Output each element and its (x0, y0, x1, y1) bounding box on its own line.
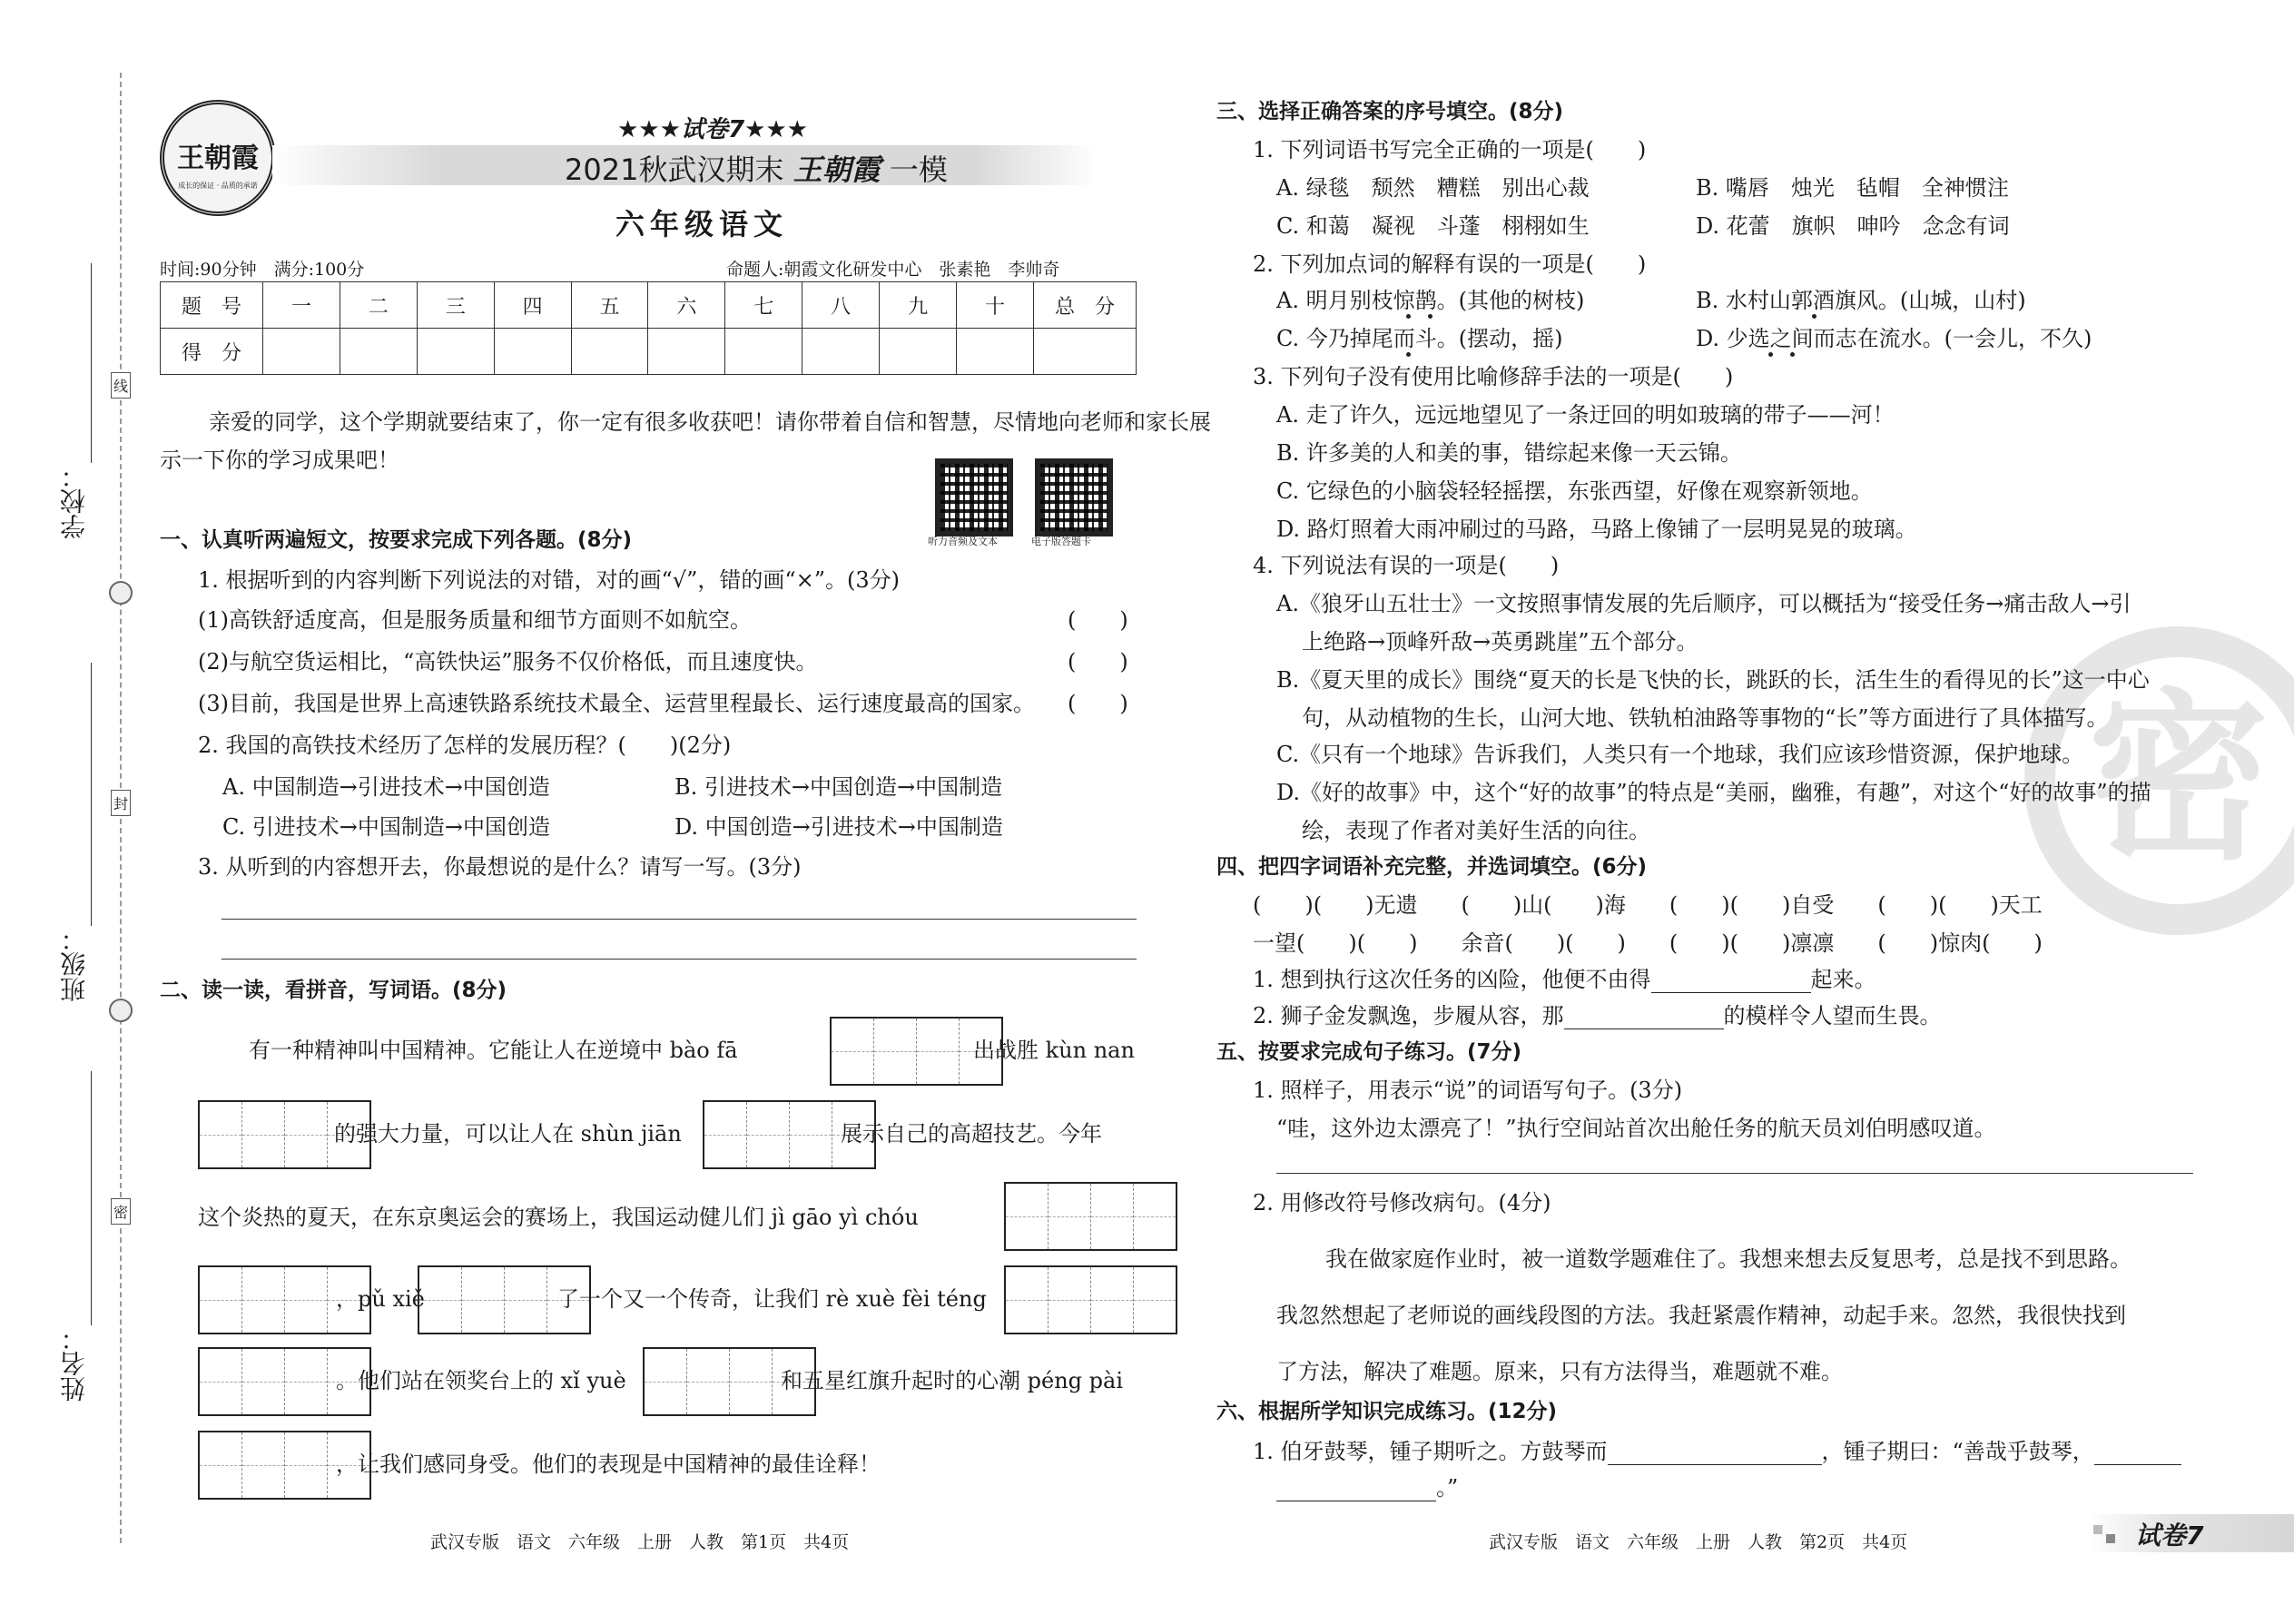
name-line (91, 1071, 92, 1325)
intro-line-1: 亲爱的同学，这个学期就要结束了，你一定有很多收获吧！请你带着自信和智慧，尽情地向老师和家长展 (209, 409, 1211, 435)
s3-q3c: C. 它绿色的小脑袋轻轻摇摆，东张西望，好像在观察新领地。 (1276, 478, 1873, 504)
fill-blank[interactable] (1651, 972, 1811, 993)
s3-q4b2: 句，从动植物的生长，山河大地、铁轨柏油路等事物的“长”等方面进行了具体描写。 (1302, 705, 2109, 731)
score-cell[interactable] (880, 329, 957, 375)
score-cell[interactable] (571, 329, 648, 375)
score-cell[interactable] (802, 329, 880, 375)
score-cell[interactable] (648, 329, 725, 375)
s3-q3: 3. 下列句子没有使用比喻修辞手法的一项是( ) (1253, 364, 1734, 389)
score-header: 八 (802, 282, 880, 329)
authors: 命题人:朝霞文化研发中心 张素艳 李帅奇 (726, 260, 1060, 280)
qr-code-audio[interactable] (935, 458, 1013, 536)
emphasis-dot (1812, 314, 1816, 319)
s5-q1-example: “哇，这外边太漂亮了！”执行空间站首次出舱任务的航天员刘伯明感叹道。 (1276, 1116, 1996, 1141)
score-header: 一 (263, 282, 340, 329)
section2-title: 二、读一读，看拼音，写词语。(8分) (160, 979, 507, 1002)
score-cell[interactable] (340, 329, 417, 375)
score-header: 九 (880, 282, 957, 329)
answer-line[interactable] (1276, 1173, 2193, 1174)
s3-q1: 1. 下列词语书写完全正确的一项是( ) (1253, 137, 1647, 162)
score-cell[interactable] (417, 329, 494, 375)
word-grid[interactable] (1004, 1182, 1177, 1251)
s1-q2: 2. 我国的高铁技术经历了怎样的发展历程？( )(2分) (198, 733, 732, 758)
fill-blank[interactable] (1564, 1009, 1724, 1029)
exam-tag: ★★★试卷7★★★ (617, 116, 808, 143)
s2-line4a: ，pǔ xiě (336, 1286, 425, 1312)
s3-q4: 4. 下列说法有误的一项是( ) (1253, 553, 1560, 578)
corner-square (2106, 1534, 2115, 1543)
s2-line6a: ，让我们感同身受。他们的表现是中国精神的最佳诠释！ (336, 1452, 881, 1477)
s2-line1a: 有一种精神叫中国精神。它能让人在逆境中 bào fā (249, 1038, 738, 1063)
corner-square (2093, 1525, 2102, 1534)
s6-q1-cont: 。” (1276, 1474, 1458, 1501)
s1-q3: 3. 从听到的内容想开去，你最想说的是什么？请写一写。(3分) (198, 854, 802, 880)
brand-logo: 王朝霞 成长的保证 · 品质的承诺 (160, 100, 276, 216)
s2-line4b: 了一个又一个传奇，让我们 rè xuè fèi téng (557, 1286, 987, 1312)
score-cell[interactable] (494, 329, 571, 375)
s3-q4d1: D.《好的故事》中，这个“好的故事”的特点是“美丽，幽雅，有趣”，对这个“好的故事”的描 (1276, 780, 2151, 805)
school-label: 学校： (59, 463, 89, 539)
score-cell[interactable] (263, 329, 340, 375)
footer-left: 武汉专版 语文 六年级 上册 人教 第1页 共4页 (430, 1532, 850, 1552)
s3-q1d: D. 花蕾 旗帜 呻吟 念念有词 (1696, 213, 2010, 239)
class-line (91, 663, 92, 926)
s2-line3a: 这个炎热的夏天，在东京奥运会的赛场上，我国运动健儿们 jì gāo yì chóu (198, 1205, 919, 1230)
section5-title: 五、按要求完成句子练习。(7分) (1216, 1040, 1522, 1064)
score-table (160, 281, 1137, 375)
s3-q3a: A. 走了许久，远远地望见了一条迂回的明如玻璃的带子——河！ (1276, 402, 1895, 428)
corner-tag: 试卷7 (2135, 1521, 2204, 1550)
page-title: 2021秋武汉期末 王朝霞 一模 (565, 153, 948, 187)
s4-row2[interactable]: 一望( )( ) 余音( )( ) ( )( )凛凛 ( )惊肉( ) (1253, 930, 2043, 956)
s3-q2d: D. 少选之间而志在流水。(一会儿，不久) (1696, 326, 2092, 351)
s6-q1: 1. 伯牙鼓琴，锺子期听之。方鼓琴而 ，锺子期曰：“善哉乎鼓琴， (1253, 1438, 2181, 1465)
s3-q4a1: A.《狼牙山五壮士》一文按照事情发展的先后顺序，可以概括为“接受任务→痛击敌人→引 (1276, 591, 2132, 616)
score-header: 题 号 (161, 282, 263, 329)
fill-blank[interactable] (1276, 1481, 1436, 1501)
intro-line-2: 示一下你的学习成果吧！ (160, 448, 399, 473)
s3-q4d2: 绘，表现了作者对美好生活的向往。 (1302, 818, 1650, 843)
answer-paren[interactable]: ( ) (1068, 691, 1128, 716)
score-header: 总 分 (1034, 282, 1137, 329)
s3-q3b: B. 许多美的人和美的事，错综起来像一天云锦。 (1276, 440, 1742, 466)
score-header: 四 (494, 282, 571, 329)
s2-line2b: 展示自己的高超技艺。今年 (841, 1121, 1102, 1147)
s4-q2: 2. 狮子金发飘逸，步履从容，那 的模样令人望而生畏。 (1253, 1003, 1942, 1029)
s3-q4a2: 上绝路→顶峰歼敌→英勇跳崖”五个部分。 (1302, 629, 1698, 655)
fill-blank[interactable] (1608, 1444, 1822, 1465)
s1-q2c: C. 引进技术→中国制造→中国创造 (222, 814, 550, 840)
section3-title: 三、选择正确答案的序号填空。(8分) (1216, 100, 1564, 123)
answer-line[interactable] (222, 919, 1137, 920)
seal-mark-mi: 密 (111, 1198, 131, 1225)
hole-icon (109, 999, 133, 1022)
s3-q3d: D. 路灯照着大雨冲刷过的马路，马路上像铺了一层明晃晃的玻璃。 (1276, 517, 1917, 542)
s5-para-3[interactable]: 了方法，解决了难题。原来，只有方法得当，难题就不难。 (1276, 1359, 1843, 1384)
score-header: 十 (957, 282, 1034, 329)
s2-line5b: 和五星红旗升起时的心潮 péng pài (781, 1368, 1123, 1393)
subject-title: 六年级语文 (615, 207, 789, 241)
score-header: 六 (648, 282, 725, 329)
s2-line1b: 出战胜 kùn nan (973, 1038, 1135, 1063)
fill-blank[interactable] (2094, 1444, 2181, 1465)
s5-q1: 1. 照样子，用表示“说”的词语写句子。(3分) (1253, 1078, 1683, 1103)
emphasis-dot (1406, 314, 1411, 319)
qr-code-answer-sheet[interactable] (1035, 458, 1113, 536)
score-cell[interactable] (725, 329, 802, 375)
time-info: 时间:90分钟 满分:100分 (160, 260, 365, 280)
s3-q2b: B. 水村山郭酒旗风。(山城，山村) (1696, 288, 2026, 313)
seal-mark-xian: 线 (111, 372, 131, 399)
qr1-caption: 听力音频及文本 (928, 536, 998, 547)
s5-q2: 2. 用修改符号修改病句。(4分) (1253, 1190, 1551, 1216)
s1-q2b: B. 引进技术→中国创造→中国制造 (674, 774, 1003, 800)
footer-right: 武汉专版 语文 六年级 上册 人教 第2页 共4页 (1489, 1532, 1908, 1552)
answer-paren[interactable]: ( ) (1068, 649, 1128, 674)
s2-line5a: 。他们站在领奖台上的 xǐ yuè (336, 1368, 626, 1393)
s5-para-1[interactable]: 我在做家庭作业时，被一道数学题难住了。我想来想去反复思考，总是找不到思路。 (1325, 1246, 2132, 1272)
s1-q1b: (2)与航空货运相比，“高铁快运”服务不仅价格低，而且速度快。 (198, 649, 818, 674)
s1-q1a: (1)高铁舒适度高，但是服务质量和细节方面则不如航空。 (198, 607, 752, 633)
qr2-caption: 电子版答题卡 (1031, 536, 1091, 547)
score-header: 五 (571, 282, 648, 329)
s3-q2a: A. 明月别枝惊鹊。(其他的树枝) (1276, 288, 1585, 313)
s1-q2a: A. 中国制造→引进技术→中国创造 (222, 774, 550, 800)
name-label: 姓名： (59, 1325, 89, 1402)
score-header: 七 (725, 282, 802, 329)
answer-paren[interactable]: ( ) (1068, 607, 1128, 633)
s2-line2a: 的强大力量，可以让人在 shùn jiān (334, 1121, 682, 1147)
s3-q4c: C.《只有一个地球》告诉我们，人类只有一个地球，我们应该珍惜资源，保护地球。 (1276, 742, 2084, 767)
score-cell[interactable] (957, 329, 1034, 375)
class-label: 班级： (59, 926, 89, 1002)
s3-q1b: B. 嘴唇 烛光 毡帽 全神惯注 (1696, 175, 2009, 201)
s3-q2c: C. 今乃掉尾而斗。(摆动，摇) (1276, 326, 1563, 351)
s1-q1: 1. 根据听到的内容判断下列说法的对错，对的画“√”，错的画“×”。(3分) (198, 567, 901, 593)
score-row-label: 得 分 (161, 329, 263, 375)
section1-title: 一、认真听两遍短文，按要求完成下列各题。(8分) (160, 528, 633, 552)
school-line (91, 263, 92, 463)
s3-q4b1: B.《夏天里的成长》围绕“夏天的长是飞快的长，跳跃的长，活生生的看得见的长”这一中心 (1276, 667, 2150, 693)
s1-q1c: (3)目前，我国是世界上高速铁路系统技术最全、运营里程最长、运行速度最高的国家。 (198, 691, 1035, 716)
s1-q2d: D. 中国创造→引进技术→中国制造 (674, 814, 1003, 840)
emphasis-dot (1406, 352, 1411, 357)
score-header: 二 (340, 282, 417, 329)
answer-line[interactable] (222, 959, 1137, 960)
emphasis-dot (1768, 352, 1773, 357)
emphasis-dot (1428, 314, 1433, 319)
s3-q1a: A. 绿毯 颓然 糟糕 别出心裁 (1276, 175, 1590, 201)
word-grid[interactable] (1004, 1265, 1177, 1334)
score-cell[interactable] (1034, 329, 1137, 375)
s5-para-2[interactable]: 我忽然想起了老师说的画线段图的方法。我赶紧震作精神，动起手来。忽然，我很快找到 (1276, 1303, 2126, 1328)
score-header: 三 (417, 282, 494, 329)
section4-title: 四、把四字词语补充完整，并选词填空。(6分) (1216, 855, 1648, 879)
hole-icon (109, 581, 133, 605)
s3-q2: 2. 下列加点词的解释有误的一项是( ) (1253, 251, 1647, 277)
emphasis-dot (1790, 352, 1795, 357)
s3-q1c: C. 和蔼 凝视 斗蓬 栩栩如生 (1276, 213, 1590, 239)
s4-q1: 1. 想到执行这次任务的凶险，他便不由得 起来。 (1253, 967, 1876, 992)
seal-mark-feng: 封 (111, 790, 131, 816)
s4-row1[interactable]: ( )( )无遗 ( )山( )海 ( )( )自受 ( )( )天工 (1253, 892, 2043, 918)
watermark-seal: 密 (2024, 626, 2294, 935)
section6-title: 六、根据所学知识完成练习。(12分) (1216, 1400, 1558, 1423)
